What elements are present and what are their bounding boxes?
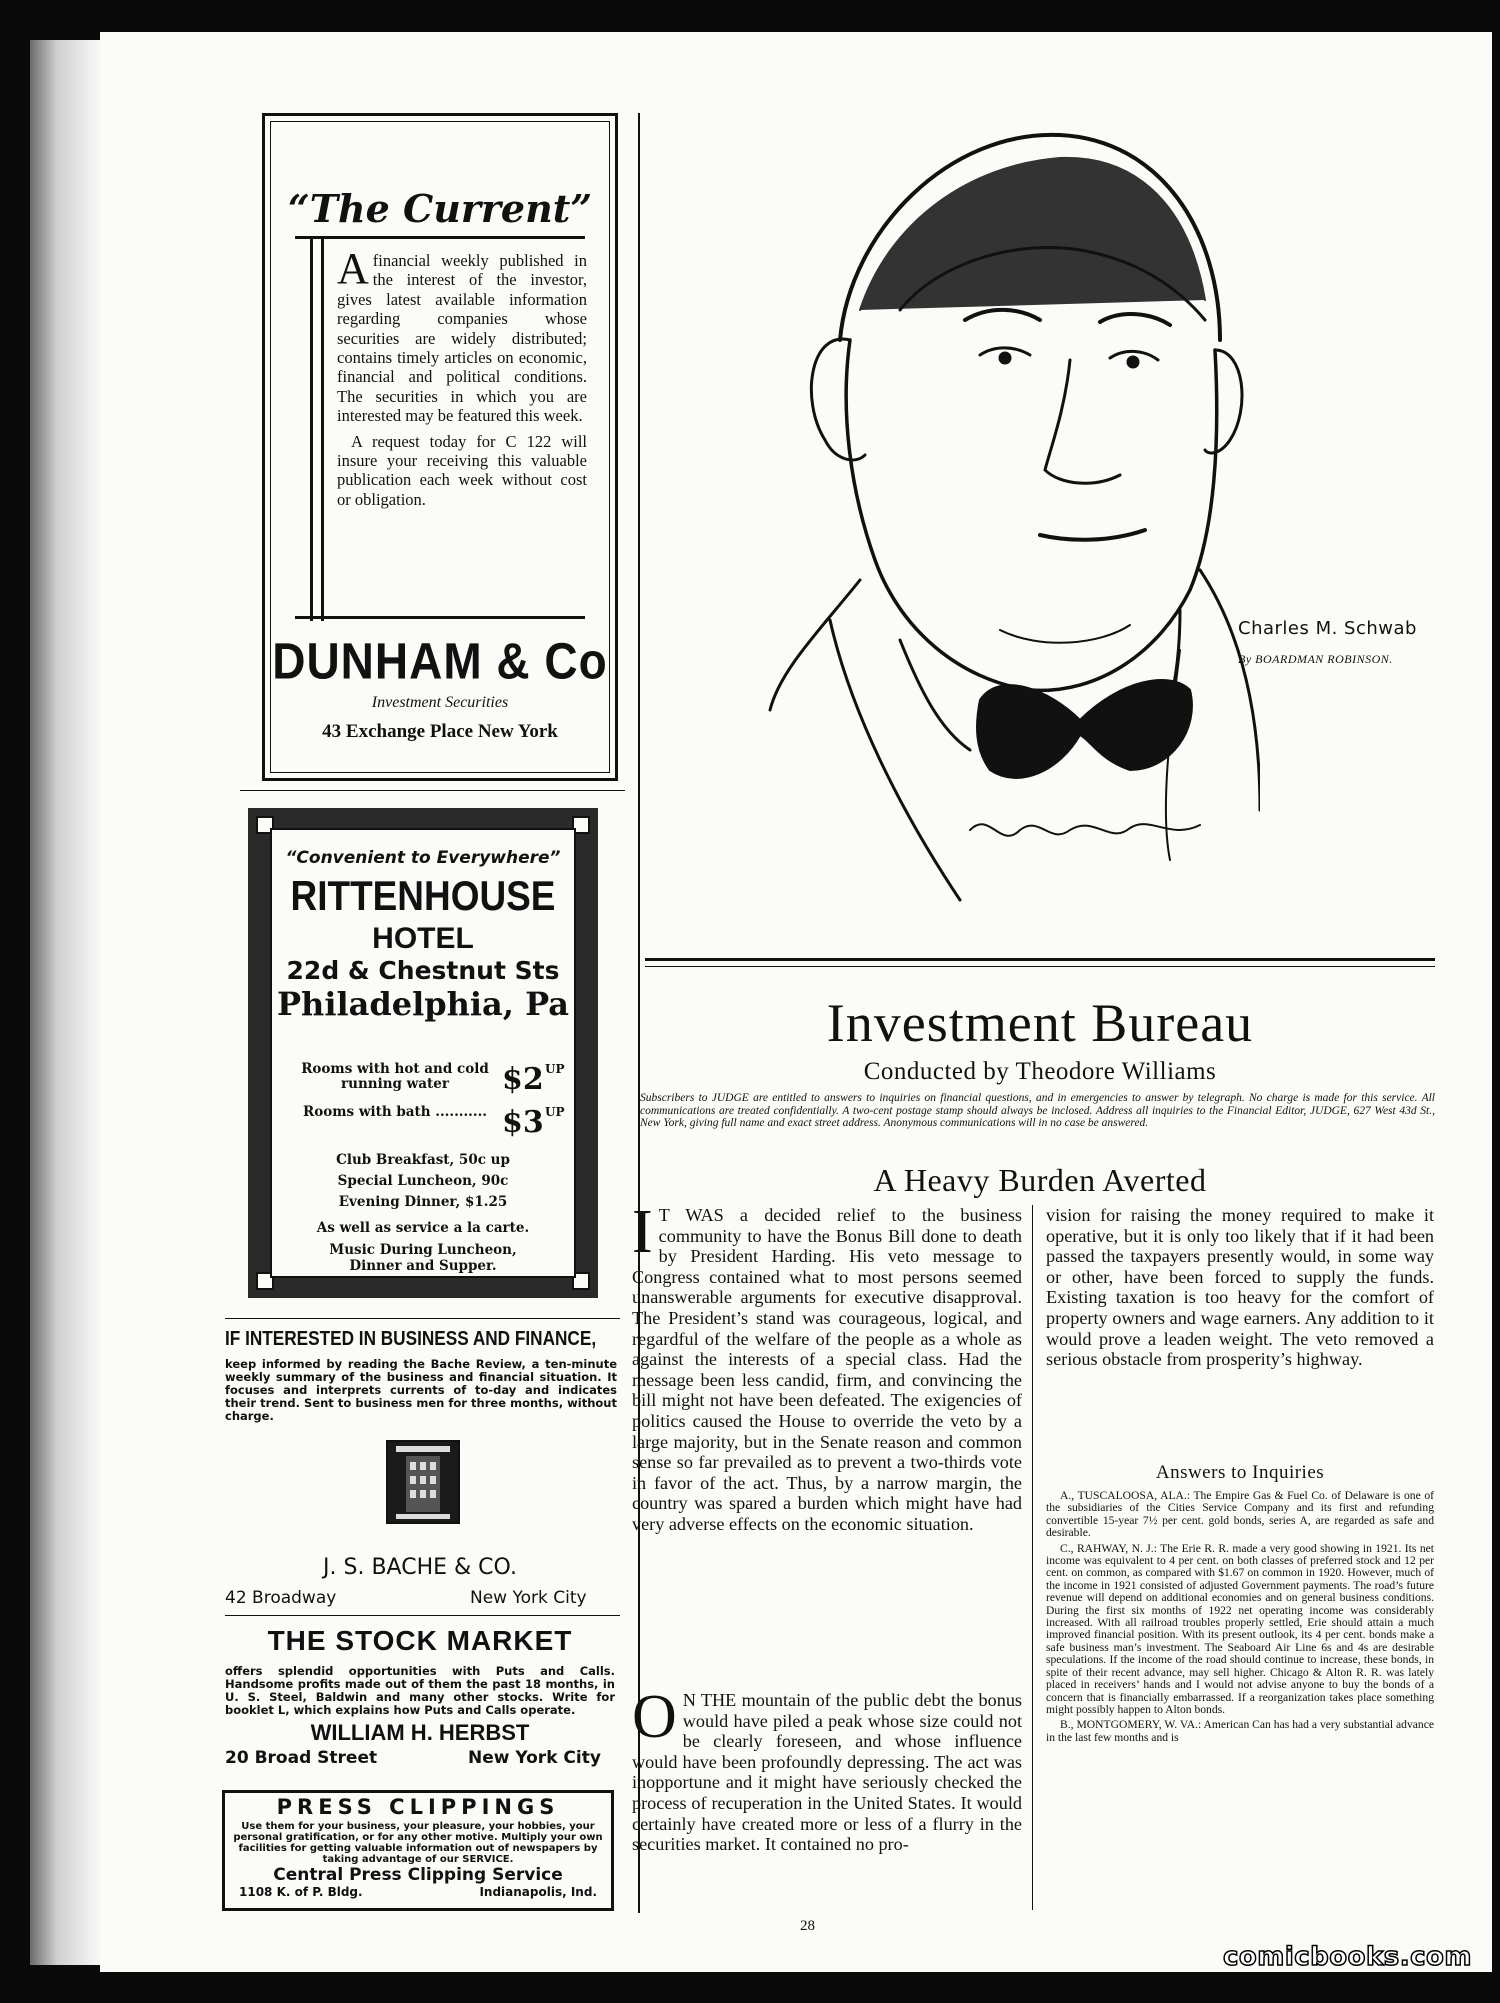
drop-cap: I xyxy=(632,1198,653,1266)
ad-divider xyxy=(225,1615,620,1616)
ad-divider xyxy=(225,1318,620,1319)
room-rate-label: Rooms with bath ........... xyxy=(303,1104,487,1120)
article-title: A Heavy Burden Averted xyxy=(873,1162,1207,1198)
room-rate-row xyxy=(300,1061,565,1098)
answer-recipient: B., MONTGOMERY, W. VA.: xyxy=(1060,1718,1202,1732)
answer-text: American Can has had a very substantial advance in the last few months and is xyxy=(1046,1718,1435,1744)
current-ad-subtitle: Investment Securities xyxy=(371,694,509,711)
portrait-caption-credit: By BOARDMAN ROBINSON. xyxy=(1238,652,1393,666)
answer-text: The Erie R. R. made a very good showing in 1921. Its net income was equivalent to 4 per cent. on both classes of preferred stock and 12 per cent. on common, as compared with $1.67 on common in 1920. However, much of the income in 1921 consisted of adjusted Government payments. The road’s future revenue will depend on additional economies and on general business conditions. During the first six months of 1922 net operating income was considerably increased. With all railroad troubles properly settled, Erie should attain a much improved financial position. With its present outlook, its 4 per cent. bonds make a safe business man’s investment. The Seaboard Air Line 6s and 4s are desirable speculations. If the income of the road should continue to increase, these bonds, in spite of their recent advance, may sell higher. Chicago & Alton R. R. was lately placed in receivers’ hands and I would not advise anyone to buy the bonds of a concern that is financially embarrassed. If a reorganization takes place something might possibly happen to Alton bonds. xyxy=(1046,1541,1434,1716)
press-ad-body: Use them for your business, your pleasure, your hobbies, your personal gratification, or for any other motive. Multiply your own facilities for getting valuable information out of newspapers by taking advantage of our SERVICE. xyxy=(233,1821,603,1865)
room-rate-price: $3 xyxy=(502,1105,544,1140)
bache-ad-address: 42 Broadway xyxy=(225,1588,337,1608)
room-rate-price: $2 xyxy=(502,1062,544,1097)
press-ad-heading: PRESS CLIPPINGS xyxy=(276,1795,560,1819)
answer-recipient: A., TUSCALOOSA, ALA.: xyxy=(1060,1489,1191,1502)
article-column-1-continued xyxy=(632,1683,1022,1869)
article-paragraph: vision for raising the money required to make it operative, but it is only too likely that if it had been passed the taxpayers presently would, in some way or other, have been forced to supply the funds. Existing taxation is too heavy for the comfort of property owners and wage earners. Any addition to it would prove a leaden weight. The veto removed a serious obstacle from prosperity’s highway. xyxy=(1046,1205,1434,1370)
stock-exchange-building-icon xyxy=(386,1440,460,1524)
drop-cap: O xyxy=(632,1683,677,1751)
service-note: As well as service a la carte. xyxy=(316,1220,530,1236)
room-rate-up: UP xyxy=(545,1062,565,1076)
hotel-label: HOTEL xyxy=(372,922,474,955)
current-ad-paragraph: A request today for C 122 will insure your receiving this valuable publication each week without cost or obligation. xyxy=(337,431,587,509)
bache-ad-heading: IF INTERESTED IN BUSINESS AND FINANCE, xyxy=(225,1328,597,1350)
column-divider xyxy=(1032,1205,1033,1910)
room-rate-up: UP xyxy=(545,1105,565,1119)
portrait-caption-name: Charles M. Schwab xyxy=(1238,618,1417,639)
article-paragraph: T WAS a decided relief to the business community to have the Bonus Bill done to death by President Harding. His veto message to Congress contained what to most persons seemed unanswerable arguments for executive disapproval. The President’s stand was courageous, logical, and regardful of the welfare of the people as a whole as against the interests of a special class. Had the message been less candid, firm, and convincing the bill might not have been defeated. The exigencies of politics caused the House to override the veto by a large majority, but in the Senate reason and common sense so far prevailed as to prevent a two-thirds vote in favor of the act. Thus, by a narrow margin, the country was spared a burden which might have had very adverse effects on the economic situation. xyxy=(632,1205,1022,1534)
answers-heading: Answers to Inquiries xyxy=(1155,1462,1325,1483)
stock-market-ad-heading: THE STOCK MARKET xyxy=(267,1625,573,1656)
site-watermark: comicbooks.com xyxy=(1222,1942,1472,1972)
article-paragraph: N THE mountain of the public debt the bonus would have piled a peak whose size could not be clearly foreseen, and whose influence would have been profoundly depressing. The act was inopportune and it might have seriously checked the process of recuperation in the United States. It would certainly have created more or less of a flurry in the securities market. It contained no pro- xyxy=(632,1690,1022,1855)
hotel-city: Philadelphia, Pa xyxy=(276,985,569,1023)
current-ad-title: “The Current” xyxy=(287,186,593,231)
press-clippings-ad xyxy=(222,1790,614,1911)
answer-text: The Empire Gas & Fuel Co. of Delaware is one of the subsidiaries of the Cities Service Company and its first and refunding convertible 15-year 7½ per cent. gold bonds, series A, are regarded as safe and desirable. xyxy=(1046,1489,1434,1540)
dunham-logo: DUNHAM & Co xyxy=(272,632,608,690)
press-ad-name: Central Press Clipping Service xyxy=(273,1865,563,1885)
meal-rate: Club Breakfast, 50c up xyxy=(336,1152,510,1168)
bache-ad-body: keep informed by reading the Bache Review, a ten-minute weekly summary of the business and financial situation. It focuses and interprets currents of to-day and indicates their trend. Sent to business men for three months, without charge. xyxy=(225,1357,617,1423)
schwab-portrait-illustration xyxy=(700,110,1260,950)
current-ad-address: 43 Exchange Place New York xyxy=(322,721,558,742)
article-column-1 xyxy=(632,1198,1022,1549)
stock-market-ad-city: New York City xyxy=(468,1748,601,1768)
press-ad-city: Indianapolis, Ind. xyxy=(479,1885,597,1899)
bureau-title: Investment Bureau xyxy=(826,993,1254,1053)
page-number: 28 xyxy=(800,1918,815,1934)
meal-rate: Special Luncheon, 90c xyxy=(337,1173,509,1189)
room-rate-row xyxy=(300,1104,565,1141)
hotel-street: 22d & Chestnut Sts xyxy=(286,956,560,985)
answer-recipient: C., RAHWAY, N. J.: xyxy=(1060,1541,1157,1555)
stock-market-ad-body: offers splendid opportunities with Puts and Calls. Handsome profits made out of them the past 18 months, in U. S. Steel, Baldwin and many other stocks. Write for booklet L, which explains how Puts and Calls operate. xyxy=(225,1664,615,1717)
hotel-name: RITTENHOUSE xyxy=(290,872,556,919)
section-rule xyxy=(645,958,1435,961)
bureau-subtitle: Conducted by Theodore Williams xyxy=(863,1058,1217,1085)
bache-ad-name: J. S. BACHE & CO. xyxy=(323,1555,517,1580)
drop-cap: A xyxy=(337,244,369,293)
stock-market-ad-name: WILLIAM H. HERBST xyxy=(310,1720,530,1745)
answers-list xyxy=(1046,1490,1434,1747)
music-note: Music During Luncheon, Dinner and Supper. xyxy=(329,1242,517,1274)
article-column-2 xyxy=(1046,1205,1434,1384)
meal-rate: Evening Dinner, $1.25 xyxy=(338,1194,508,1210)
rittenhouse-ad xyxy=(248,808,598,1298)
current-ad-paragraph: financial weekly published in the interest of the investor, gives latest available information regarding companies whose securities are widely distributed; contains timely articles on economic, financial and political conditions. The securities in which you are interested may be featured this week. xyxy=(337,251,587,426)
answer-item xyxy=(1046,1490,1434,1540)
current-ad xyxy=(262,113,618,781)
ad-divider xyxy=(240,790,625,791)
answer-item xyxy=(1046,1719,1434,1744)
bureau-note: Subscribers to JUDGE are entitled to answers to inquiries on financial questions, and in emergencies to answer by telegraph. No charge is made for this service. All communications are treated confidentially. A two-cent postage stamp should always be inclosed. Address all inquiries to the Financial Editor, JUDGE, 627 West 43d St., New York, giving full name and exact street address. Anonymous communications will in no case be answered. xyxy=(640,1092,1435,1129)
room-rate-label: Rooms with hot and cold running water xyxy=(301,1061,489,1092)
stock-market-ad-address: 20 Broad Street xyxy=(225,1748,378,1768)
section-rule xyxy=(645,966,1435,967)
hotel-tagline: “Convenient to Everywhere” xyxy=(285,848,561,868)
answer-item xyxy=(1046,1543,1434,1717)
current-ad-body xyxy=(337,244,587,515)
press-ad-address: 1108 K. of P. Bldg. xyxy=(239,1885,363,1899)
bache-ad-city: New York City xyxy=(470,1588,587,1608)
